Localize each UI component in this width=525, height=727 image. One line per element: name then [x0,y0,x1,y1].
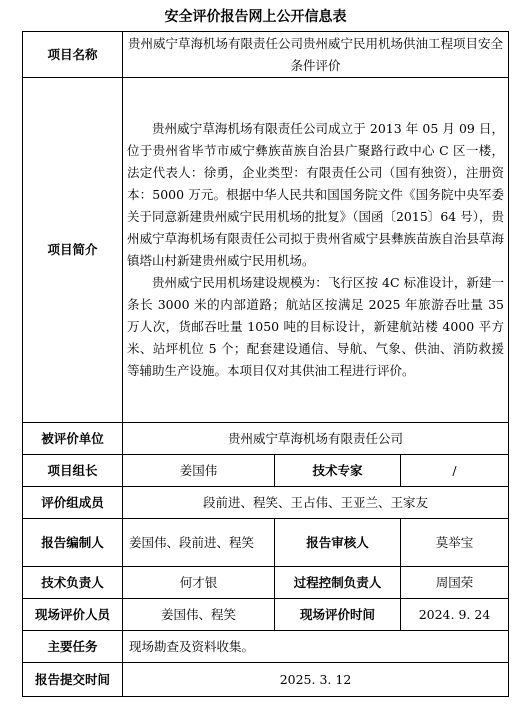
onsite-staff-label: 现场评价人员 [23,599,123,631]
report-reviewer-value: 莫举宝 [401,519,509,567]
row-onsite [23,599,509,631]
row-tech-lead [23,567,509,599]
document-title: 安全评价报告网上公开信息表 [164,9,347,25]
report-author-label: 报告编制人 [23,519,123,567]
project-name-label: 项目名称 [23,32,123,78]
team-leader-label: 项目组长 [23,455,123,487]
onsite-time-value: 2024. 9. 24 [401,599,509,631]
team-leader-value: 姜国伟 [123,455,275,487]
project-intro-paragraph-1: 贵州威宁草海机场有限责任公司成立于 2013 年 05 月 09 日，位于贵州省毕节市威宁彝族苗族自治县广聚路行政中心 C 区一楼，法定代表人：徐勇，企业类型：有限责任公司（国有独资），注册资本：5000 万元。根据中华人民共和国国务院文件《国务院中央军委关于同意新建贵州威宁民用机场的批复》（国函〔2015〕64 号），贵州威宁草海机场有限责任公司拟于贵州省威宁县彝族苗族自治县草海镇塔山村新建贵州威宁民用机场。 [127,121,504,268]
tech-expert-value: / [401,455,509,487]
main-task-value: 现场勘查及资料收集。 [123,631,509,663]
tech-lead-label: 技术负责人 [23,567,123,599]
submit-time-value: 2025. 3. 12 [123,663,509,697]
evaluated-unit-value: 贵州威宁草海机场有限责任公司 [123,423,509,455]
report-reviewer-label: 报告审核人 [275,519,401,567]
evaluated-unit-label: 被评价单位 [23,423,123,455]
tech-expert-label: 技术专家 [275,455,401,487]
project-name-value: 贵州威宁草海机场有限责任公司贵州威宁民用机场供油工程项目安全条件评价 [123,32,509,78]
tech-lead-value: 何才银 [123,567,275,599]
team-members-value: 段前进、程笑、王占伟、王亚兰、王家友 [123,487,509,519]
onsite-staff-value: 姜国伟、程笑 [123,599,275,631]
row-submit-time [23,663,509,697]
onsite-time-label: 现场评价时间 [275,599,401,631]
row-project-name [23,32,509,78]
project-intro-paragraph-2: 贵州威宁民用机场建设规模为：飞行区按 4C 标准设计，新建一条长 3000 米的内部道路；航站区按满足 2025 年旅游吞吐量 35 万人次，货邮吞吐量 1050 吨的目标设计，新建航站楼 4000 平方米、站坪机位 5 个；配套建设通信、导航、气象、供油、消防救援等辅助生产设施。本项目仅对其供油工程进行评价。 [127,275,504,378]
report-author-value: 姜国伟、段前进、程笑 [123,519,275,567]
submit-time-label: 报告提交时间 [23,663,123,697]
project-intro-label: 项目简介 [23,78,123,423]
main-task-label: 主要任务 [23,631,123,663]
process-lead-value: 周国荣 [401,567,509,599]
row-project-intro [23,78,509,423]
project-intro-value [123,78,509,423]
process-lead-label: 过程控制负责人 [275,567,401,599]
row-main-task [23,631,509,663]
row-report-author [23,519,509,567]
row-team-leader [23,455,509,487]
info-table [22,31,509,697]
row-evaluated-unit [23,423,509,455]
team-members-label: 评价组成员 [23,487,123,519]
row-team-members [23,487,509,519]
